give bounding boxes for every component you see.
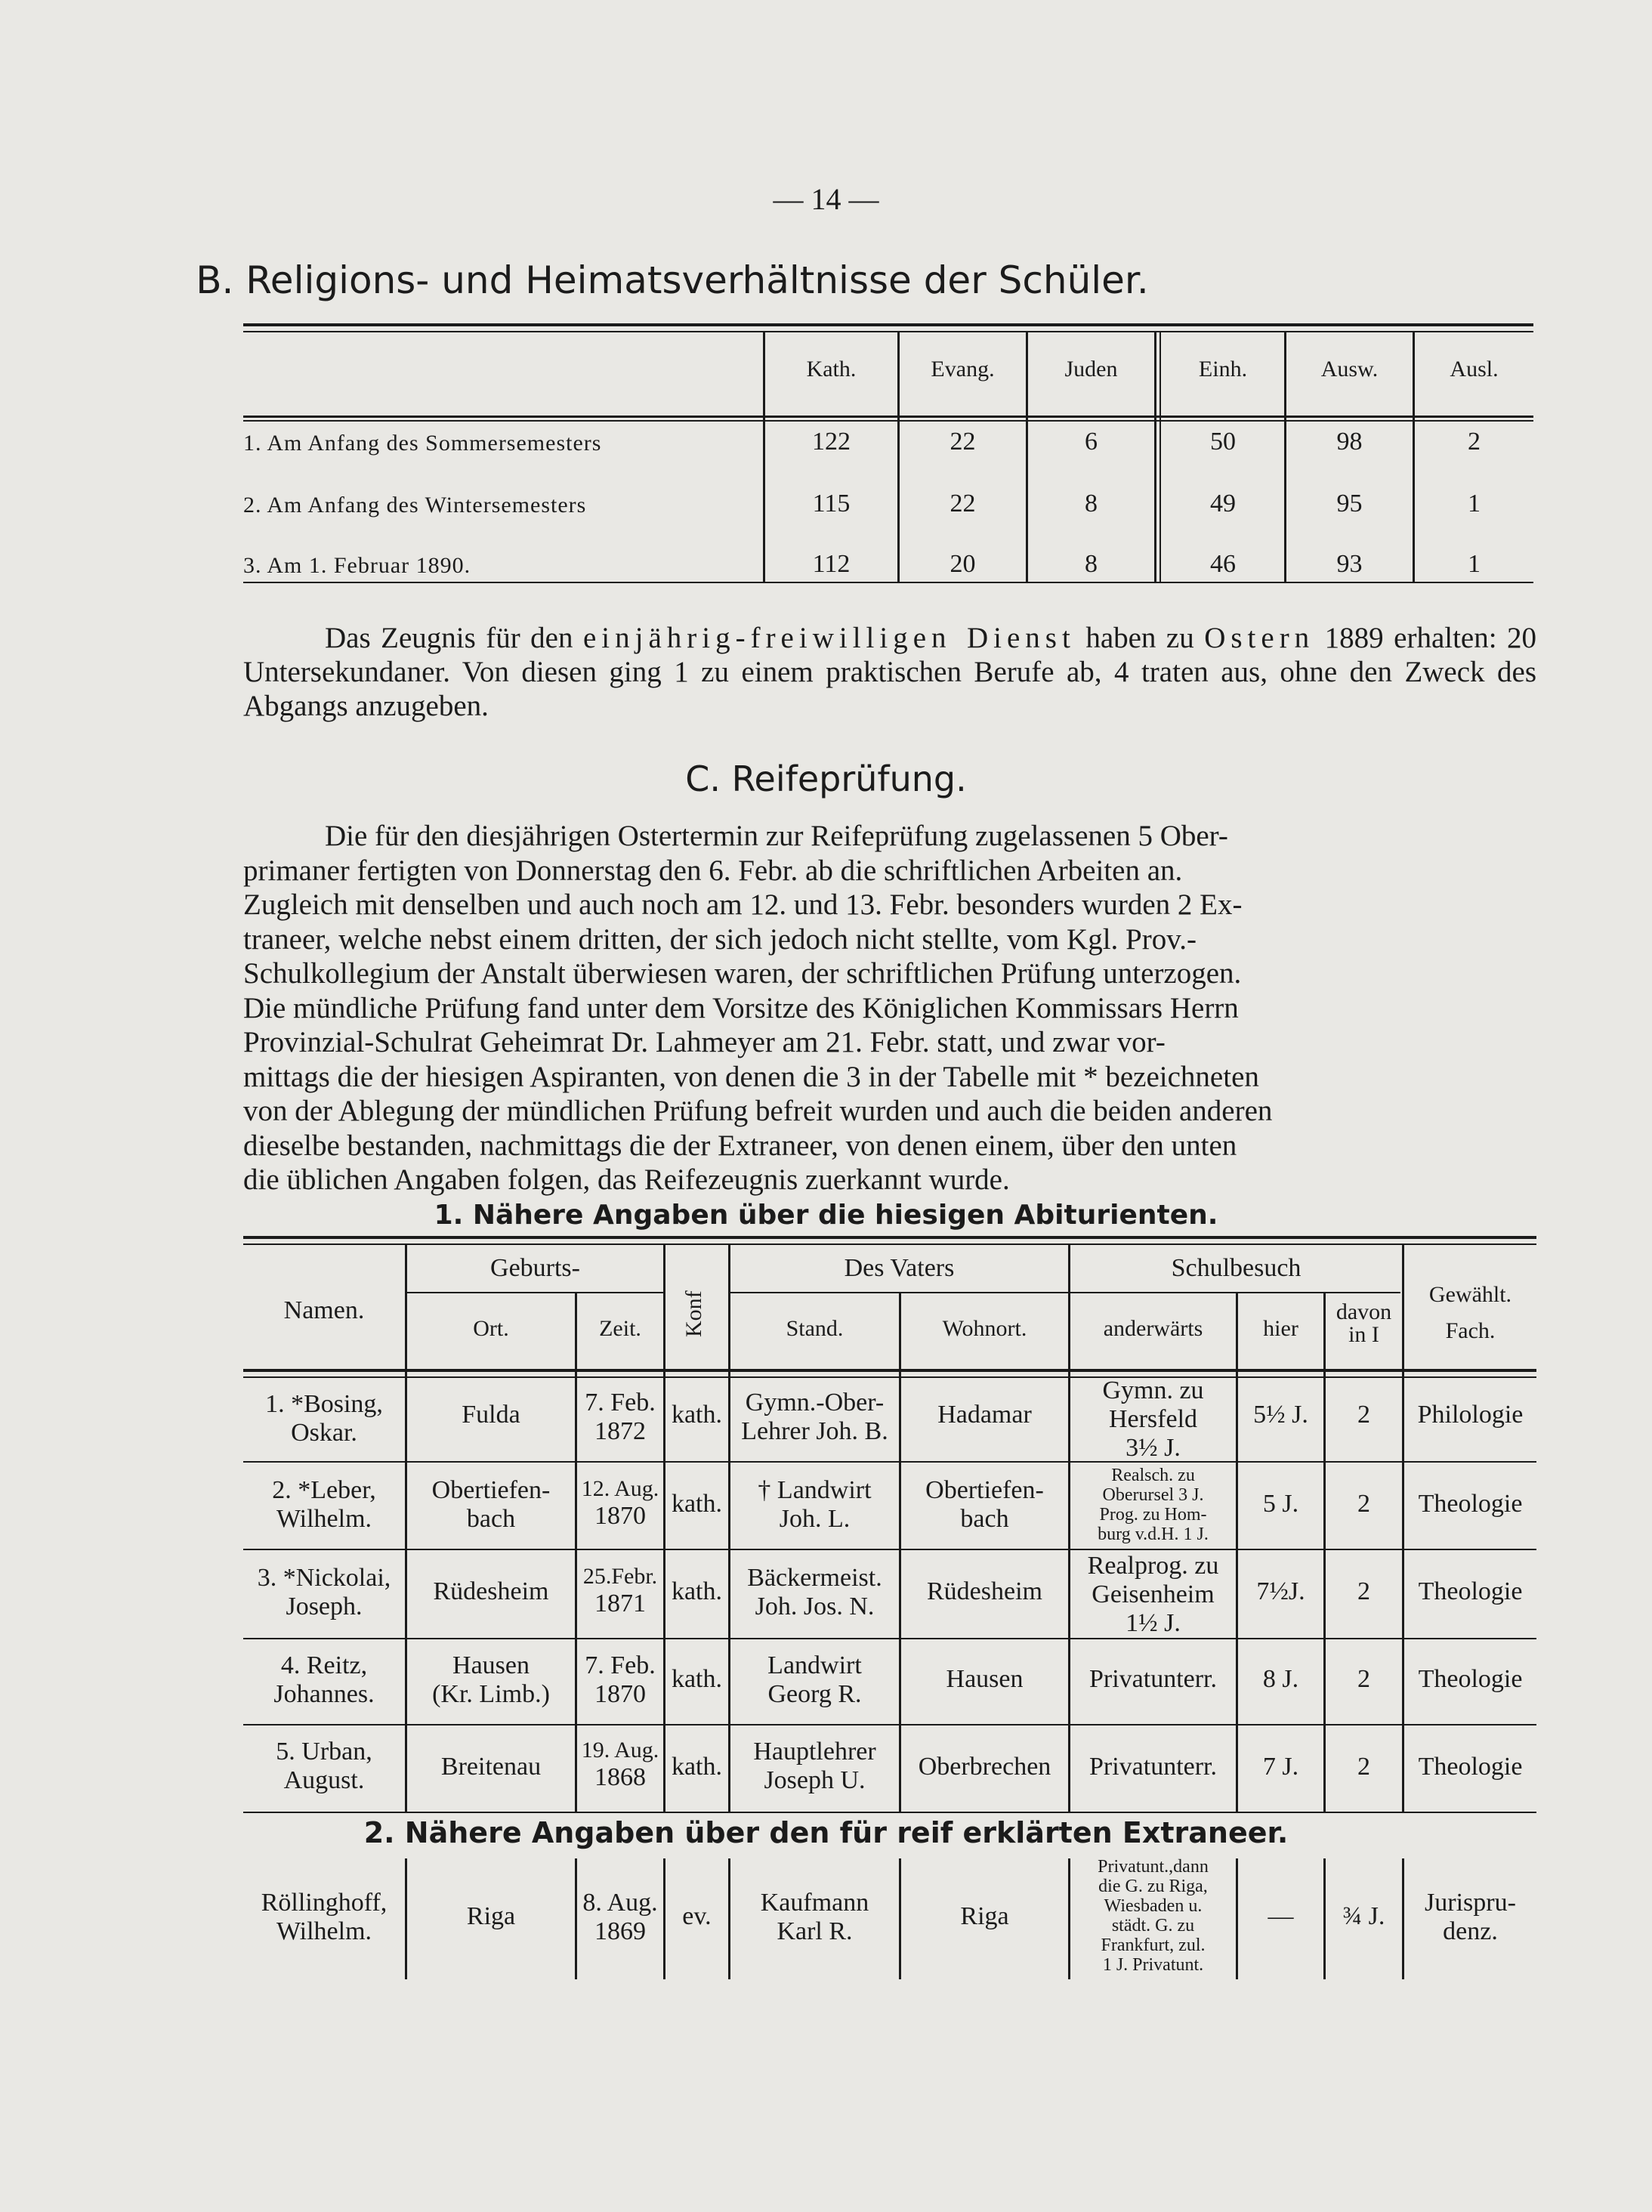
hier: 8 J. [1262, 1665, 1299, 1693]
stand-1: Gymn.-Ober- [745, 1389, 885, 1416]
stand [730, 1389, 899, 1446]
hier: 5½ J. [1253, 1401, 1308, 1429]
text-line: von der Ablegung der mündlichen Prüfung befreit wurden und auch die beiden anderen [243, 1095, 1273, 1127]
ort-2: bach [466, 1505, 516, 1533]
ort-1: Hausen [452, 1651, 530, 1679]
hier: 7 J. [1262, 1753, 1299, 1781]
davon: 2 [1357, 1490, 1370, 1518]
header-ausw: Ausw. [1320, 357, 1379, 382]
konf: kath. [671, 1753, 723, 1781]
anderwaerts-line: Geisenheim [1092, 1580, 1215, 1608]
value-cell: 50 [1210, 428, 1236, 456]
value-cell: 115 [812, 490, 851, 517]
header-namen: Namen. [283, 1296, 365, 1324]
text-line: mittags die der hiesigen Aspiranten, von denen die 3 in der Tabelle mit * bezeichneten [243, 1060, 1259, 1093]
stand-2: Joseph U. [764, 1766, 866, 1794]
header-schulbesuch: Schulbesuch [1171, 1254, 1302, 1282]
anderwaerts-line: Realsch. zu [1111, 1466, 1195, 1485]
stand [730, 1564, 899, 1621]
value-cell: 2 [1468, 428, 1481, 456]
name: 4. Reitz, [280, 1651, 368, 1679]
text-line: dieselbe bestanden, nachmittags die der Extraneer, von denen einem, über den unten [243, 1129, 1237, 1162]
anderwaerts [1070, 1857, 1236, 1975]
konf: ev. [682, 1902, 712, 1930]
zeit-date: 8. Aug. [582, 1889, 658, 1917]
table-2-title: 2. Nähere Angaben über den für reif erklärten Extraneer. [363, 1816, 1289, 1849]
anderwaerts-line: Oberursel 3 J. [1102, 1485, 1204, 1505]
header-juden: Juden [1064, 357, 1118, 382]
wohnort-1: Obertiefen- [925, 1476, 1044, 1504]
davon: ¾ J. [1342, 1902, 1385, 1930]
value-cell: 98 [1336, 428, 1363, 456]
ort-2: (Kr. Limb.) [432, 1680, 550, 1708]
ort [407, 1651, 575, 1709]
section-c-title: C. Reifeprüfung. [685, 758, 967, 799]
stand [730, 1738, 899, 1795]
fach [1404, 1889, 1536, 1946]
wohnort: Hadamar [937, 1401, 1032, 1429]
value-cell: 122 [812, 428, 851, 456]
zeit-year: 1872 [594, 1417, 646, 1445]
value-cell: 49 [1210, 490, 1236, 517]
zeit-year: 1871 [594, 1589, 646, 1617]
name: 5. Urban, [276, 1738, 372, 1766]
table-row [243, 1390, 405, 1447]
anderwaerts-line: die G. zu Riga, [1098, 1877, 1208, 1896]
fach: Philologie [1417, 1401, 1524, 1429]
fach: Theologie [1418, 1753, 1523, 1781]
value-cell: 93 [1336, 550, 1363, 578]
fach-2: denz. [1443, 1917, 1498, 1945]
section-b-title: B. Religions- und Heimatsverhältnisse der Schüler. [196, 258, 1149, 302]
header-des-vaters: Des Vaters [844, 1254, 955, 1282]
paragraph-reifepruefung [243, 819, 1536, 1197]
anderwaerts-line: 1 J. Privatunt. [1102, 1955, 1204, 1975]
fach: Theologie [1418, 1665, 1523, 1693]
zeit [577, 1889, 663, 1946]
anderwaerts-line: Prog. zu Hom- [1099, 1505, 1207, 1525]
text-line: Provinzial-Schulrat Geheimrat Dr. Lahmeyer am 21. Febr. statt, und zwar vor- [243, 1026, 1166, 1058]
stand [730, 1889, 899, 1946]
stand [730, 1476, 899, 1534]
anderwaerts-line: städt. G. zu [1111, 1916, 1195, 1936]
table-row [243, 1476, 405, 1534]
header-in-i: in I [1348, 1322, 1379, 1347]
value-cell: 46 [1210, 550, 1236, 578]
anderwaerts: Privatunterr. [1088, 1665, 1218, 1693]
wohnort: Riga [960, 1902, 1009, 1930]
text-line: Die mündliche Prüfung fand unter dem Vorsitze des Königlichen Kommissars Herrn [243, 991, 1239, 1024]
header-ausl: Ausl. [1450, 357, 1499, 382]
zeit [577, 1389, 663, 1446]
davon: 2 [1357, 1577, 1370, 1605]
davon: 2 [1357, 1753, 1370, 1781]
value-cell: 1 [1468, 490, 1481, 517]
wohnort: Oberbrechen [918, 1753, 1051, 1781]
name: 2. *Leber, [272, 1476, 376, 1504]
value-cell: 95 [1336, 490, 1363, 517]
zeit-date: 7. Feb. [585, 1651, 656, 1679]
header-hier: hier [1263, 1316, 1298, 1341]
zeit-year: 1869 [594, 1917, 646, 1945]
zeit [577, 1738, 663, 1792]
value-cell: 6 [1085, 428, 1098, 456]
header-fach: Fach. [1445, 1318, 1496, 1343]
konf: kath. [671, 1490, 723, 1518]
header-ort: Ort. [473, 1316, 509, 1341]
value-cell: 20 [950, 550, 976, 578]
stand-2: Georg R. [767, 1680, 862, 1708]
anderwaerts [1070, 1552, 1236, 1638]
anderwaerts-line: burg v.d.H. 1 J. [1098, 1525, 1209, 1544]
stand [730, 1651, 899, 1709]
wohnort-2: bach [960, 1505, 1009, 1533]
text: haben zu [1085, 622, 1194, 654]
value-cell: 22 [950, 490, 976, 517]
header-davon [1326, 1301, 1402, 1346]
stand-1: † Landwirt [758, 1476, 872, 1504]
text-line: Schulkollegium der Anstalt überwiesen waren, der schriftlichen Prüfung unterzogen. [243, 957, 1242, 990]
davon: 2 [1357, 1665, 1370, 1693]
anderwaerts-line: 1½ J. [1126, 1609, 1181, 1637]
zeit [577, 1651, 663, 1709]
header-kath: Kath. [806, 357, 857, 382]
zeit [577, 1476, 663, 1531]
anderwaerts-line: 3½ J. [1126, 1434, 1181, 1462]
header-geburts: Geburts- [490, 1254, 580, 1282]
stand-1: Kaufmann [760, 1889, 869, 1917]
fach-1: Jurispru- [1425, 1889, 1516, 1917]
name: 1. *Bosing, [265, 1390, 383, 1418]
value-cell: 22 [950, 428, 976, 456]
anderwaerts-line: Wiesbaden u. [1104, 1896, 1203, 1916]
anderwaerts-line: Hersfeld [1108, 1405, 1198, 1433]
row-label: 3. Am 1. Februar 1890. [243, 553, 471, 578]
name: August. [283, 1766, 365, 1794]
stand-1: Bäckermeist. [747, 1564, 882, 1592]
page-number: — 14 — [773, 182, 879, 216]
fach: Theologie [1418, 1490, 1523, 1518]
zeit-date: 7. Feb. [585, 1389, 656, 1416]
stand-1: Landwirt [767, 1651, 862, 1679]
text: Das Zeugnis für den [325, 622, 573, 654]
header-wohnort: Wohnort. [942, 1316, 1027, 1341]
header-evang: Evang. [931, 357, 995, 382]
header-davon-text: davon [1335, 1299, 1392, 1324]
text-line: Zugleich mit denselben und auch noch am 12. und 13. Febr. besonders wurden 2 Ex- [243, 888, 1243, 921]
anderwaerts [1070, 1466, 1236, 1544]
wohnort: Rüdesheim [927, 1577, 1042, 1605]
anderwaerts-line: Privatunt.,dann [1098, 1857, 1209, 1877]
name: Joseph. [286, 1593, 363, 1620]
name: 3. *Nickolai, [257, 1564, 391, 1592]
ort [407, 1476, 575, 1534]
ort: Breitenau [440, 1753, 542, 1781]
ort: Fulda [462, 1401, 520, 1429]
value-cell: 112 [812, 550, 851, 578]
ort: Rüdesheim [433, 1577, 549, 1605]
text-line: traneer, welche nebst einem dritten, der sich jedoch nicht stellte, vom Kgl. Prov.- [243, 922, 1197, 956]
header-anderwaerts: anderwärts [1103, 1316, 1203, 1341]
text-line: die üblichen Angaben folgen, das Reifezeugnis zuerkannt wurde. [243, 1163, 1010, 1196]
konf: kath. [671, 1401, 723, 1429]
zeit-year: 1868 [594, 1763, 646, 1791]
name: Wilhelm. [276, 1505, 372, 1533]
stand-2: Joh. Jos. N. [755, 1593, 875, 1620]
name: Wilhelm. [276, 1917, 372, 1945]
stand-2: Lehrer Joh. B. [741, 1417, 888, 1445]
spaced-text: Ostern [1204, 622, 1315, 654]
zeit-year: 1870 [594, 1680, 646, 1708]
name: Röllinghoff, [261, 1889, 388, 1917]
header-einh: Einh. [1198, 357, 1248, 382]
name: Oskar. [291, 1419, 357, 1447]
table-row [243, 1738, 405, 1795]
fach: Theologie [1418, 1577, 1523, 1605]
header-gewaehlt-fach [1404, 1277, 1536, 1349]
paragraph-zeugnis [243, 621, 1536, 723]
hier: 5 J. [1262, 1490, 1299, 1518]
konf: kath. [671, 1577, 723, 1605]
zeit-date: 25.Febr. [582, 1564, 658, 1589]
ort: Riga [466, 1902, 516, 1930]
value-cell: 8 [1085, 550, 1098, 578]
hier: — [1268, 1902, 1294, 1930]
anderwaerts [1070, 1376, 1236, 1463]
zeit [577, 1564, 663, 1618]
name: Johannes. [273, 1680, 375, 1708]
header-gewaehlt: Gewählt. [1428, 1282, 1512, 1307]
table-row [243, 1651, 405, 1709]
table-1-title: 1. Nähere Angaben über die hiesigen Abiturienten. [434, 1200, 1218, 1231]
stand-2: Joh. L. [779, 1505, 851, 1533]
table-row [243, 1564, 405, 1621]
konf: kath. [671, 1665, 723, 1693]
wohnort: Hausen [946, 1665, 1024, 1693]
text: 1889 erhalten: 20 Untersekundaner. Von diesen ging 1 zu einem praktischen Berufe ab, 4 traten aus, ohne den Zweck des Abgangs anzugeben. [243, 622, 1537, 722]
text-line: primaner fertigten von Donnerstag den 6. Febr. ab die schriftlichen Arbeiten an. [243, 854, 1183, 887]
value-cell: 8 [1085, 490, 1098, 517]
row-label: 2. Am Anfang des Wintersemesters [243, 493, 587, 517]
header-zeit: Zeit. [599, 1316, 641, 1341]
anderwaerts: Privatunterr. [1088, 1753, 1218, 1781]
value-cell: 1 [1468, 550, 1481, 578]
anderwaerts-line: Realprog. zu [1087, 1552, 1219, 1580]
wohnort [901, 1476, 1068, 1534]
stand-2: Karl R. [777, 1917, 853, 1945]
header-stand: Stand. [786, 1316, 844, 1341]
zeit-date: 19. Aug. [581, 1738, 659, 1762]
row-label: 1. Am Anfang des Sommersemesters [243, 431, 602, 456]
spaced-text: einjährig-freiwilligen Dienst [582, 622, 1076, 654]
ort-1: Obertiefen- [431, 1476, 551, 1504]
zeit-year: 1870 [594, 1502, 646, 1530]
text-line: Die für den diesjährigen Ostertermin zur Reifeprüfung zugelassenen 5 Ober- [325, 820, 1228, 852]
anderwaerts-line: Frankfurt, zul. [1101, 1936, 1206, 1955]
table-row [243, 1889, 405, 1946]
header-konf: Konf [681, 1290, 706, 1337]
zeit-date: 12. Aug. [581, 1476, 659, 1501]
stand-1: Hauptlehrer [753, 1738, 876, 1766]
hier: 7½J. [1256, 1577, 1305, 1605]
davon: 2 [1357, 1401, 1370, 1429]
anderwaerts-line: Gymn. zu [1102, 1376, 1204, 1404]
